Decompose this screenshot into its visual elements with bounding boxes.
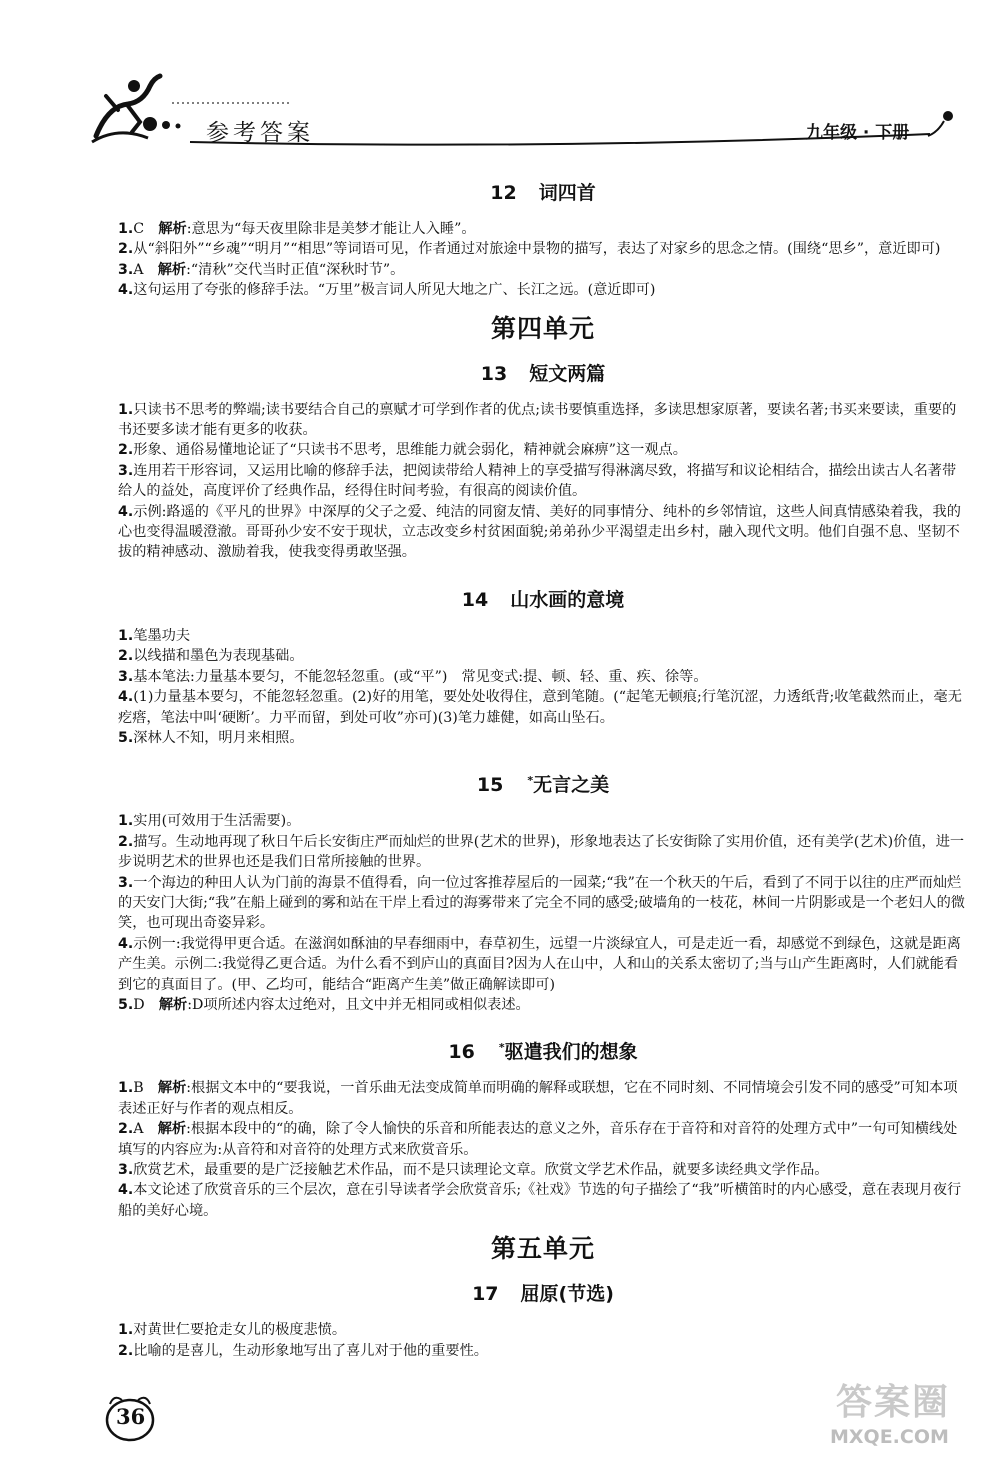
answer-item: [118, 219, 968, 239]
lesson-title: [118, 585, 968, 612]
answer-number: 3.: [118, 462, 134, 479]
lesson-number: 14: [461, 588, 489, 611]
answer-number: 4.: [118, 282, 134, 299]
answer-text: 连用若干形容词，又运用比喻的修辞手法，把阅读带给人精神上的享受描写得淋漓尽致，将描写和议论相结合，描绘出读古人名著带给人的益处，高度评价了经典作品，经得住时间考验，有很高的阅读价值。: [118, 462, 957, 500]
lesson-number: 16: [448, 1041, 475, 1064]
unit-title: 第五单元: [490, 1234, 595, 1264]
answer-number: 3.: [118, 261, 134, 278]
watermark-logo: 答案圈: [836, 1382, 951, 1423]
answer-item: [118, 1320, 968, 1340]
answer-text: 比喻的是喜儿，生动形象地写出了喜儿对于他的重要性。: [133, 1342, 488, 1359]
analysis-label: 解析: [157, 261, 187, 278]
lesson-name: 无言之美: [533, 774, 610, 797]
analysis-text: :根据文本中的“要我说，一首乐曲无法变成简单而明确的解释或联想，它在不同时刻、不同情境会引发不同的感受”可知本项表述正好与作者的观点相反。: [118, 1080, 958, 1117]
answer-item: [118, 1341, 968, 1361]
answer-item: [118, 400, 968, 441]
lesson-number: 13: [480, 362, 508, 385]
lesson-name: 短文两篇: [529, 362, 606, 385]
answer-number: 1.: [118, 1322, 134, 1339]
optional-lesson-star: *: [527, 773, 534, 787]
answer-item: [118, 667, 968, 687]
answer-text: 以线描和墨色为表现基础。: [133, 648, 304, 665]
analysis-text: :根据本段中的“的确，除了令人愉快的乐音和所能表达的意义之外，音乐存在于音符和对音符的处理方式中”一句可知横线处填写的内容应为:从音符和对音符的处理方式来欣赏音乐。: [118, 1121, 958, 1158]
answer-item: [118, 1078, 968, 1119]
answer-number: 2.: [118, 648, 134, 665]
answer-text: 深林人不知，明月来相照。: [133, 729, 304, 746]
answer-number: 1.: [118, 401, 134, 418]
answer-item: [118, 440, 968, 460]
analysis-label: 解析: [157, 1080, 187, 1097]
analysis-text: :D项所述内容太过绝对，且文中并无相同或相似表述。: [187, 996, 530, 1013]
answer-text: 对黄世仁要抢走女儿的极度悲愤。: [133, 1322, 347, 1339]
answer-item: [118, 461, 968, 502]
answer-text: 这句运用了夸张的修辞手法。“万里”极言词人所见大地之广、长江之远。(意近即可): [133, 282, 656, 299]
answer-number: 2.: [118, 1121, 134, 1138]
lesson-name: 驱遣我们的想象: [504, 1041, 638, 1064]
answer-item: [118, 646, 968, 666]
lesson-title: [118, 770, 968, 797]
answer-content: [118, 170, 968, 1361]
answer-number: 2.: [118, 241, 134, 258]
answer-item: [118, 873, 968, 934]
answer-item: [118, 1160, 968, 1180]
answer-item: [118, 239, 968, 259]
header-title: 参考答案: [206, 120, 314, 146]
answer-number: 1.: [118, 1080, 134, 1097]
answer-text: B: [133, 1080, 158, 1097]
answer-text: A: [133, 261, 158, 278]
unit-title: 第四单元: [490, 313, 595, 343]
answer-number: 1.: [118, 627, 134, 644]
answer-number: 2.: [118, 442, 134, 459]
lesson-number: 15: [476, 774, 504, 797]
answer-text: 从“斜阳外”“乡魂”“明月”“相思”等词语可见，作者通过对旅途中景物的描写，表达了对家乡的思念之情。(围绕“思乡”，意近即可): [133, 241, 941, 258]
lesson-number: 12: [490, 182, 517, 204]
analysis-label: 解析: [158, 996, 188, 1013]
answer-number: 2.: [118, 1342, 134, 1359]
analysis-label: 解析: [157, 1121, 187, 1138]
answer-number: 4.: [118, 935, 134, 952]
answer-text: 欣赏艺术，最重要的是广泛接触艺术作品，而不是只读理论文章。欣赏文学艺术作品，就要多读经典文学作品。: [133, 1162, 829, 1178]
answer-number: 3.: [118, 1162, 134, 1178]
answer-number: 5.: [118, 729, 134, 746]
lesson-title: [118, 1279, 968, 1306]
answer-item: [118, 1180, 968, 1221]
lesson-name: 词四首: [538, 182, 596, 204]
answer-text: 描写。生动地再现了秋日午后长安街庄严而灿烂的世界(艺术的世界)，形象地表达了长安街除了实用价值，还有美学(艺术)价值，进一步说明艺术的世界也还是我们日常所接触的世界。: [118, 833, 965, 871]
answer-text: A: [133, 1121, 158, 1138]
page-header: [0, 0, 1000, 160]
answer-text: 示例一:我觉得甲更合适。在滋润如酥油的早春细雨中，春草初生，远望一片淡绿宜人，可是走近一看，却感觉不到绿色，这就是距离产生美。示例二:我觉得乙更合适。为什么看不到庐山的真面目?因为人在山中，人和山的关系太密切了;当与山产生距离时，人们就能看到它的真面目了。(甲、乙均可，能结合“距离产生美”做正确解读即可): [118, 935, 961, 993]
lesson-title: [118, 178, 968, 205]
answer-number: 1.: [118, 813, 134, 830]
answer-item: [118, 260, 968, 280]
answer-item: [118, 811, 968, 831]
answer-number: 1.: [118, 221, 134, 237]
answer-item: [118, 280, 968, 300]
answer-text: (1)力量基本要匀，不能忽轻忽重。(2)好的用笔，要处处收得住，意到笔随。(“起笔无顿痕;行笔沉涩，力透纸背;收笔截然而止，毫无疙瘩，笔法中叫‘硬断’。力平而留，到处可收”亦可)(3)笔力雄健，如高山坠石。: [118, 689, 962, 726]
answer-item: [118, 728, 968, 748]
answer-text: C: [133, 221, 159, 237]
answer-item: [118, 626, 968, 646]
optional-lesson-star: *: [498, 1041, 505, 1055]
analysis-label: 解析: [158, 221, 187, 237]
answer-number: 2.: [118, 833, 134, 850]
page-number: 36: [116, 1404, 146, 1429]
runner-silhouette-icon: [88, 66, 168, 146]
answer-number: 5.: [118, 996, 134, 1013]
answer-text: 本文论述了欣赏音乐的三个层次，意在引导读者学会欣赏音乐;《社戏》节选的句子描绘了“我”听横笛时的内心感受，意在表现月夜行船的美好心境。: [118, 1182, 962, 1219]
answer-item: [118, 502, 968, 563]
answer-text: 笔墨功夫: [133, 627, 191, 644]
header-grade: 九年级 · 下册: [806, 123, 910, 143]
lesson-title: [118, 359, 968, 386]
lesson-number: 17: [472, 1283, 499, 1306]
lesson-title: [118, 1037, 968, 1064]
lesson-name: 山水画的意境: [510, 588, 625, 611]
watermark-url: MXQE.COM: [830, 1426, 949, 1448]
lesson-name: 屈原(节选): [520, 1283, 614, 1306]
answer-item: [118, 995, 968, 1015]
answer-number: 3.: [118, 874, 134, 891]
answer-text: 基本笔法:力量基本要匀，不能忽轻忽重。(或“平”) 常见变式:提、顿、轻、重、疾、徐等。: [133, 668, 708, 685]
answer-text: 一个海边的种田人认为门前的海景不值得看，向一位过客推荐屋后的一园菜;“我”在一个秋天的午后，看到了不同于以往的庄严而灿烂的天安门大街;“我”在船上碰到的雾和站在干岸上看过的海雾带来了完全不同的感受;破墙角的一枝花，林间一片阴影或是一个老妇人的微笑，也可现出奇姿异彩。: [118, 874, 965, 932]
answer-text: 只读书不思考的弊端;读书要结合自己的禀赋才可学到作者的优点;读书要慎重选择，多读思想家原著，要读名著;书买来要读，重要的书还要多读才能有更多的收获。: [118, 401, 957, 439]
analysis-text: :“清秋”交代当时正值“深秋时节”。: [186, 261, 405, 278]
answer-item: [118, 934, 968, 995]
answer-text: 实用(可效用于生活需要)。: [133, 813, 301, 830]
answer-item: [118, 1119, 968, 1160]
answer-item: [118, 687, 968, 728]
answer-text: 形象、通俗易懂地论证了“只读书不思考，思维能力就会弱化，精神就会麻痹”这一观点。: [133, 442, 687, 459]
answer-number: 3.: [118, 668, 134, 685]
answer-text: 示例:路遥的《平凡的世界》中深厚的父子之爱、纯洁的同窗友情、美好的同事情分、纯朴的乡邻情谊，这些人间真情感染着我，我的心也变得温暖澄澈。哥哥孙少安不安于现状，立志改变乡村贫困面貌;弟弟孙少平渴望走出乡村，融入现代文明。他们自强不息、坚韧不拔的精神感动、激励着我，使我变得勇敢坚强。: [118, 503, 961, 561]
analysis-text: :意思为“每天夜里除非是美梦才能让人入睡”。: [186, 221, 476, 237]
answer-number: 4.: [118, 689, 134, 706]
answer-item: [118, 832, 968, 873]
answer-number: 4.: [118, 503, 134, 520]
answer-number: 4.: [118, 1182, 134, 1199]
answer-text: D: [133, 996, 159, 1013]
